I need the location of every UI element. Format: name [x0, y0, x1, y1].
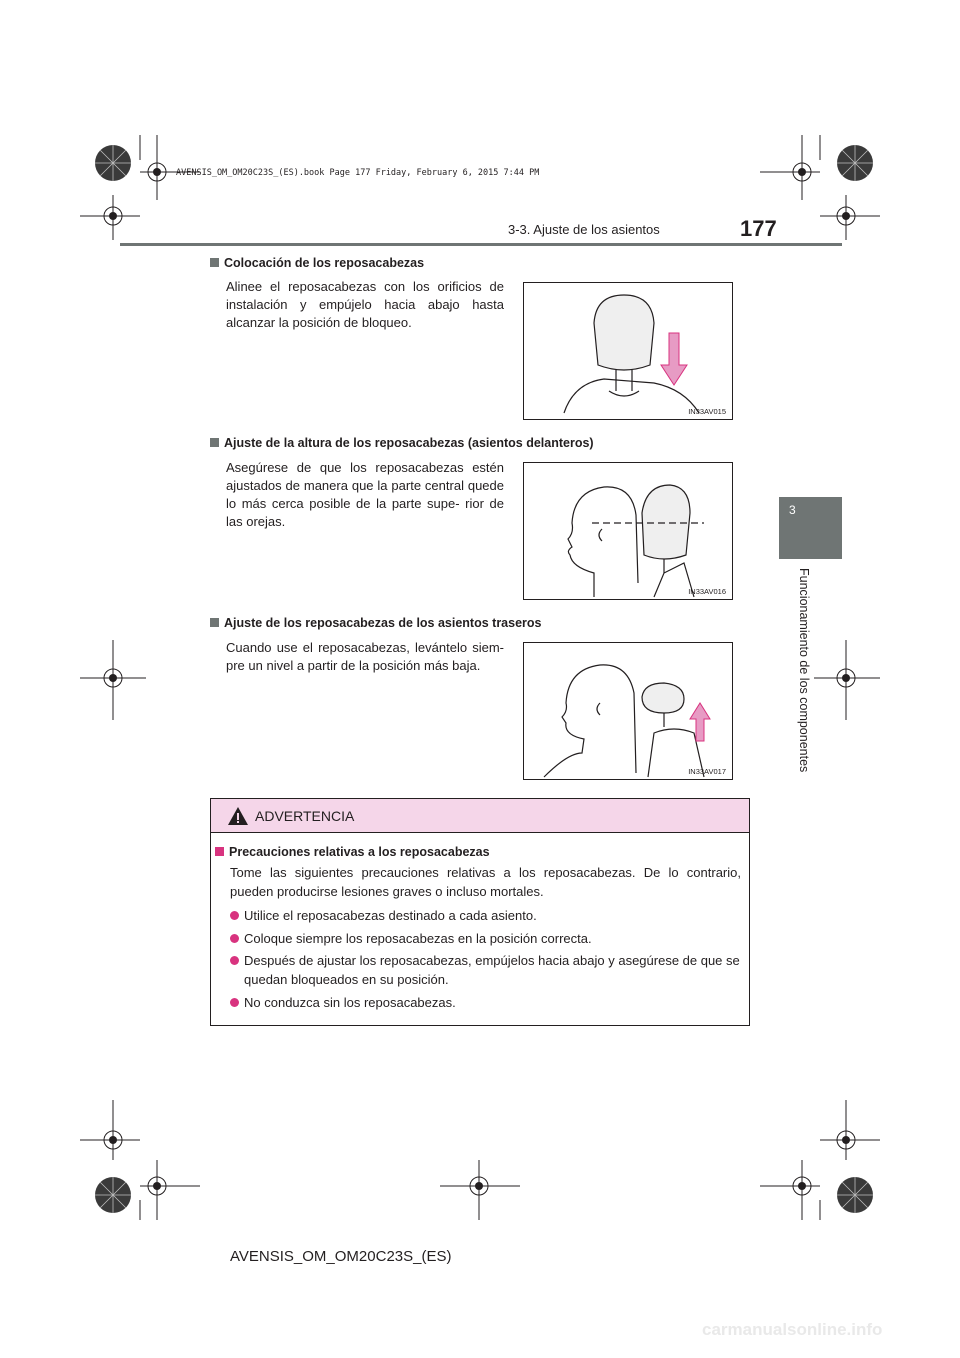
warning-heading — [215, 845, 490, 859]
page-number: 177 — [740, 216, 777, 241]
bullet-dot-icon — [230, 934, 239, 943]
header-rule — [120, 243, 842, 246]
warning-text: Tome las siguientes precauciones relativas a los reposacabezas. De lo contrario, pueden producirse lesiones graves o incluso mortales. — [230, 865, 741, 899]
headrest-insert-illustration — [524, 283, 732, 419]
document-id: AVENSIS_OM_OM20C23S_(ES) — [230, 1248, 452, 1265]
warning-bullet: No conduzca sin los reposacabezas. — [230, 993, 744, 1012]
chapter-title: Funcionamiento de los componentes — [797, 568, 811, 773]
figure-code: IN33AV016 — [688, 587, 726, 596]
square-bullet-icon — [210, 618, 219, 627]
section-text-rear: Cuando use el reposacabezas, levántelo siem- pre un nivel a partir de la posición más baja. — [226, 640, 504, 673]
warning-bullet: Después de ajustar los reposacabezas, empújelos hacia abajo y asegúrese de que se quedan bloqueados en su posición. — [230, 951, 744, 989]
bullet-dot-icon — [230, 998, 239, 1007]
arrow-down-icon — [661, 333, 687, 385]
heading-text: Ajuste de los reposacabezas de los asientos traseros — [224, 616, 542, 630]
figure-headrest-height — [523, 462, 733, 600]
chapter-number: 3 — [789, 503, 796, 517]
bullet-dot-icon — [230, 911, 239, 920]
heading-text: Colocación de los reposacabezas — [224, 256, 425, 270]
book-info-line: AVENSIS_OM_OM20C23S_(ES).book Page 177 Friday, February 6, 2015 7:44 PM — [176, 168, 540, 178]
warning-bullet: Coloque siempre los reposacabezas en la posición correcta. — [230, 929, 744, 948]
section-text-placement: Alinee el reposacabezas con los orificios de instalación y empújelo hacia abajo hasta alcanzar la posición de bloqueo. — [226, 279, 504, 330]
warning-triangle-icon — [227, 806, 249, 826]
head-height-illustration — [524, 463, 732, 599]
figure-headrest-placement — [523, 282, 733, 420]
section-heading-rear — [210, 616, 542, 630]
warning-title: ADVERTENCIA — [255, 808, 355, 824]
warning-header — [211, 799, 749, 833]
section-heading-height — [210, 436, 594, 450]
warning-box — [210, 798, 750, 1026]
heading-text: Ajuste de la altura de los reposacabezas (asientos delanteros) — [224, 436, 594, 450]
warning-bullet: Utilice el reposacabezas destinado a cada asiento. — [230, 906, 744, 925]
section-heading-placement — [210, 256, 424, 270]
arrow-up-icon — [690, 703, 710, 741]
heading-text: Precauciones relativas a los reposacabezas — [229, 845, 490, 859]
figure-code: IN33AV017 — [688, 767, 726, 776]
site-watermark: carmanualsonline.info — [702, 1320, 883, 1339]
square-bullet-icon — [210, 258, 219, 267]
section-title: 3-3. Ajuste de los asientos — [508, 222, 660, 237]
figure-code: IN33AV015 — [688, 407, 726, 416]
square-bullet-icon — [215, 847, 224, 856]
bullet-dot-icon — [230, 956, 239, 965]
section-text-height: Asegúrese de que los reposacabezas estén ajustados de manera que la parte central quede lo más cerca posible de la parte supe- rior de las orejas. — [226, 460, 504, 529]
figure-headrest-rear — [523, 642, 733, 780]
square-bullet-icon — [210, 438, 219, 447]
rear-headrest-illustration — [524, 643, 732, 779]
